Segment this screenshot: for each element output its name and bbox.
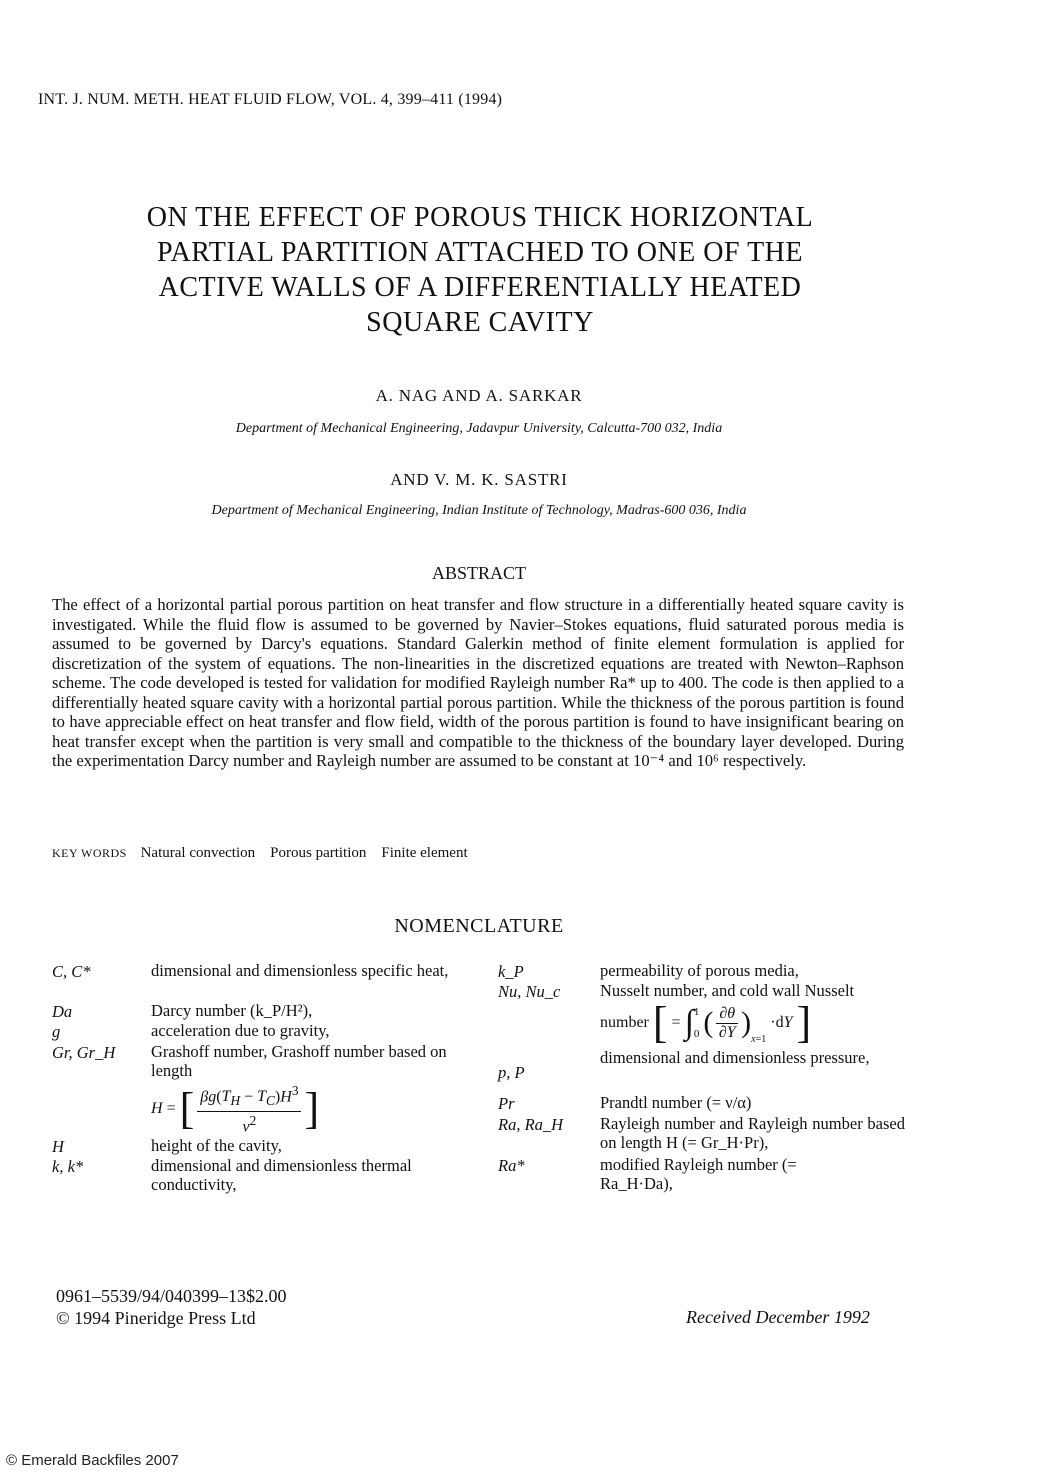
issn-code: 0961–5539/94/040399–13$2.00 [56,1286,287,1306]
journal-citation: INT. J. NUM. METH. HEAT FLUID FLOW, VOL. 4, 399–411 (1994) [38,91,503,108]
title-line: PARTIAL PARTITION ATTACHED TO ONE OF THE [157,237,803,268]
nom-definition: Rayleigh number and Rayleigh number based on length H (= Gr_H·Pr), [600,1114,905,1152]
title-line: SQUARE CAVITY [366,307,594,338]
nom-symbol: k, k* [52,1157,84,1176]
nom-symbol: Pr [498,1094,515,1113]
keyword: Finite element [381,845,468,861]
nom-definition: dimensional and dimensionless specific heat, [151,961,449,980]
authors-secondary: AND V. M. K. SASTRI [390,470,568,489]
keyword: Natural convection [140,845,256,861]
nom-definition: Grashoff number, Grashoff number based on length [151,1042,447,1080]
abstract-body: The effect of a horizontal partial porous partition on heat transfer and flow structure in a differentially heated square cavity is investigated. While the fluid flow is assumed to be governed by Navier–Stokes equations, fluid saturated porous media is assumed to be governed by Darcy's equations. Standard Galerkin method of finite element formulation is applied for discretization of the system of equations. The non-linearities in the discretized equations are treated with Newton–Raphson scheme. The code developed is tested for validation for modified Rayleigh number Ra* up to 400. The code is then applied to a differentially heated square cavity with a horizontal partial porous partition. While the thickness of the porous partition is found to have appreciable effect on heat transfer and flow field, width of the porous partition is found to have insignificant bearing on heat transfer except when the partition is very small and compatible to the thickness of the boundary layer developed. During the experimentation Darcy number and Rayleigh number are assumed to be constant at 10⁻⁴ and 10⁶ respectively. [52,595,904,770]
grashoff-equation: H = [ $\frac{\beta g(T_H - T_C)H^3}{\nu^2}$ ] [151,1083,320,1135]
paper-title [40,200,920,340]
nom-symbol: Ra* [498,1156,525,1175]
affiliation-secondary: Department of Mechanical Engineering, Indian Institute of Technology, Madras-600 036, India [211,503,747,518]
copyright: © 1994 Pineridge Press Ltd [56,1308,256,1328]
nom-definition: height of the cavity, [151,1136,282,1155]
nomenclature-heading: NOMENCLATURE [394,915,564,937]
nom-definition: Darcy number (k_P/H²), [151,1001,313,1020]
nom-symbol: g [52,1022,61,1041]
keywords-label: KEY WORDS [52,846,127,860]
affiliation-primary: Department of Mechanical Engineering, Jadavpur University, Calcutta-700 032, India [235,421,723,436]
nom-symbol: H [52,1137,64,1156]
received-date: Received December 1992 [686,1307,870,1327]
nusselt-equation: number [ = ∫ 1 0 ( $\frac{\partial\theta}{\partial Y}$ ) $_{x =1}$ ·d Y ] [600,998,812,1047]
nom-definition: dimensional and dimensionless pressure, [600,1048,870,1067]
nom-symbol: k_P [498,962,524,981]
nom-definition: permeability of porous media, [600,961,799,980]
nom-symbol: Gr, Gr_H [52,1043,116,1062]
title-line: ACTIVE WALLS OF A DIFFERENTIALLY HEATED [158,272,802,303]
nom-definition: modified Rayleigh number (= Ra_H·Da), [600,1155,797,1193]
nom-symbol: Da [52,1002,73,1021]
nom-symbol: Ra, Ra_H [498,1115,564,1134]
keywords [52,845,468,862]
nom-definition: Prandtl number (= ν/α) [600,1093,752,1112]
keyword: Porous partition [270,845,367,861]
nom-symbol: Nu, Nu_c [498,982,561,1001]
backfiles-credit: © Emerald Backfiles 2007 [6,1452,179,1469]
title-line: ON THE EFFECT OF POROUS THICK HORIZONTAL [146,202,814,233]
nom-symbol: p, P [498,1063,525,1082]
nom-symbol: C, C* [52,962,91,981]
nom-definition: Nusselt number, and cold wall Nusselt [600,981,855,1000]
abstract-heading: ABSTRACT [431,563,527,583]
authors-primary: A. NAG AND A. SARKAR [375,386,583,405]
nom-definition: dimensional and dimensionless thermal conductivity, [151,1156,412,1194]
nom-definition: acceleration due to gravity, [151,1021,330,1040]
